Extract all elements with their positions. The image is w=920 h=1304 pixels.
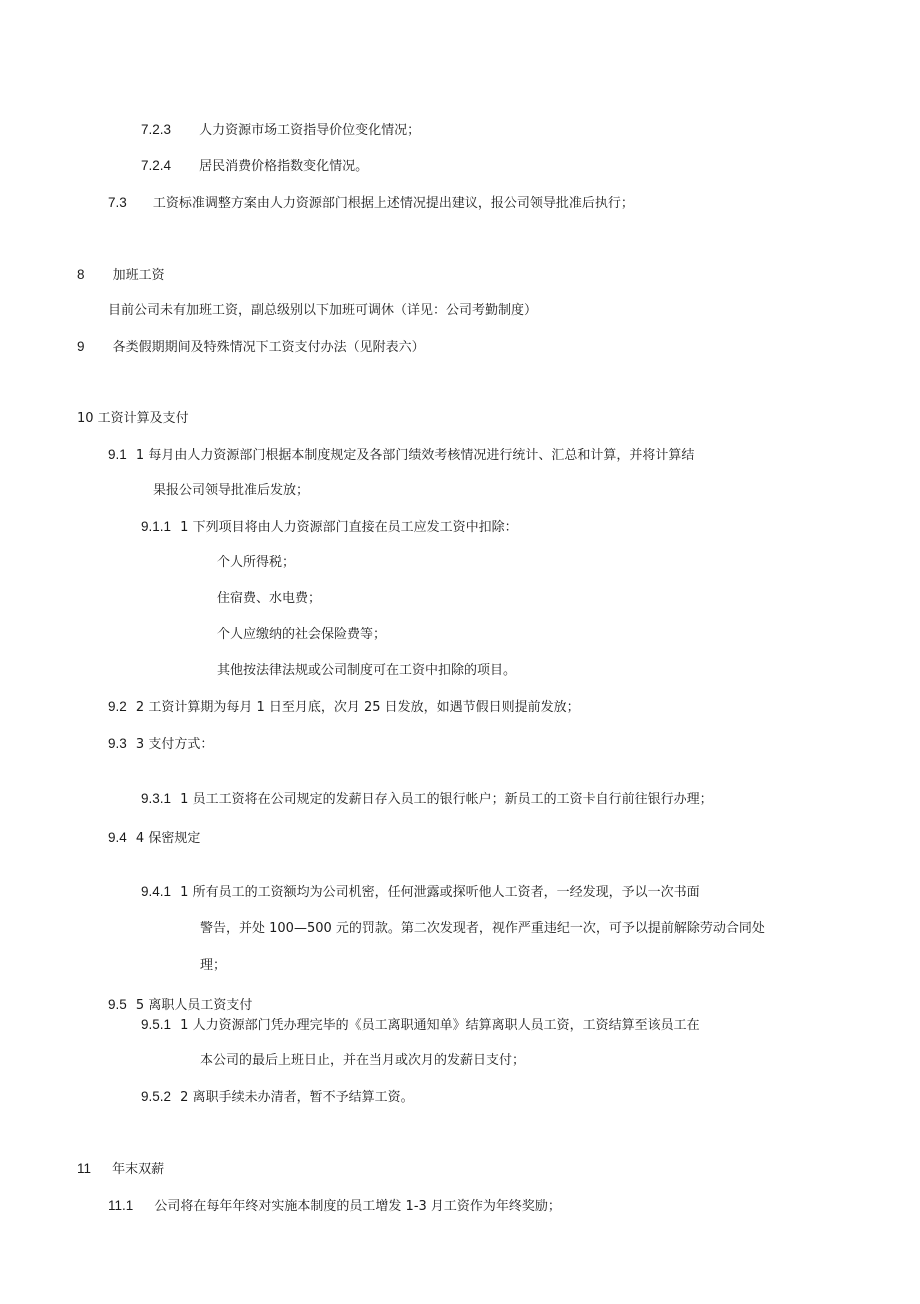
item-text: 个人所得税；: [217, 555, 296, 570]
item-text: 个人应缴纳的社会保险费等；: [217, 627, 387, 642]
list-item: [217, 590, 321, 608]
paragraph-text: 目前公司未有加班工资，副总级别以下加班可调休（详见：公司考勤制度）: [108, 303, 538, 318]
section-title: 加班工资: [112, 268, 165, 283]
list-item: [141, 1016, 700, 1034]
list-item: [141, 1088, 414, 1106]
list-item: [108, 698, 580, 716]
list-item-continuation: [153, 482, 309, 500]
item-number: 9.5.2: [141, 1089, 172, 1104]
list-item: [141, 790, 713, 808]
section-number: 9: [77, 339, 85, 354]
item-number: 9.1.1: [141, 519, 172, 534]
list-item: [141, 518, 518, 536]
section-title: 10 工资计算及支付: [77, 411, 189, 426]
list-item: [108, 735, 213, 753]
item-text: 居民消费价格指数变化情况。: [199, 159, 369, 174]
item-text: 4 保密规定: [135, 831, 201, 846]
item-text: 1 每月由人力资源部门根据本制度规定及各部门绩效考核情况进行统计、汇总和计算，并将计算结: [135, 448, 695, 463]
section-number: 11: [77, 1161, 92, 1176]
item-number: 9.5.1: [141, 1017, 172, 1032]
list-item: [217, 662, 516, 680]
item-number: 9.3.1: [141, 791, 172, 806]
item-text: 3 支付方式：: [135, 737, 214, 752]
section-heading: [77, 410, 189, 428]
list-item: [141, 157, 368, 175]
list-item: [141, 883, 700, 901]
list-item: [141, 121, 420, 139]
section-title: 各类假期期间及特殊情况下工资支付办法（见附表六）: [112, 340, 425, 355]
item-text: 警告，并处 100—500 元的罚款。第二次发现者，视作严重违纪一次，可予以提前解除劳动合同处: [200, 921, 765, 936]
item-text: 1 下列项目将由人力资源部门直接在员工应发工资中扣除：: [180, 520, 518, 535]
list-item: [108, 829, 200, 847]
list-item-continuation: [200, 920, 765, 938]
item-number: 9.3: [108, 736, 127, 751]
item-number: 9.4: [108, 830, 127, 845]
item-text: 工资标准调整方案由人力资源部门根据上述情况提出建议，报公司领导批准后执行；: [152, 196, 634, 211]
item-number: 11.1: [108, 1198, 134, 1213]
item-number: 7.2.3: [141, 122, 172, 137]
section-heading: [77, 1160, 164, 1178]
list-item: [108, 996, 252, 1014]
paragraph: [108, 302, 537, 320]
item-text: 1 所有员工的工资额均为公司机密，任何泄露或探听他人工资者，一经发现，予以一次书面: [180, 885, 700, 900]
item-number: 7.2.4: [141, 158, 172, 173]
item-number: 7.3: [108, 195, 127, 210]
list-item: [108, 446, 694, 464]
section-heading: [77, 266, 165, 284]
item-number: 9.1: [108, 447, 127, 462]
item-text: 1 员工工资将在公司规定的发薪日存入员工的银行帐户；新员工的工资卡自行前往银行办理；: [180, 792, 713, 807]
item-text: 理；: [200, 958, 227, 973]
section-title: 年末双薪: [112, 1162, 165, 1177]
item-text: 果报公司领导批准后发放；: [153, 483, 310, 498]
item-text: 本公司的最后上班日止，并在当月或次月的发薪日支付；: [200, 1053, 526, 1068]
item-text: 住宿费、水电费；: [217, 591, 322, 606]
item-number: 9.5: [108, 997, 127, 1012]
list-item: [217, 626, 386, 644]
item-text: 1 人力资源部门凭办理完毕的《员工离职通知单》结算离职人员工资，工资结算至该员工在: [180, 1018, 700, 1033]
list-item-continuation: [200, 957, 226, 975]
item-text: 公司将在每年年终对实施本制度的员工增发 1-3 月工资作为年终奖励；: [154, 1199, 561, 1214]
item-text: 人力资源市场工资指导价位变化情况；: [199, 123, 421, 138]
list-item-continuation: [200, 1052, 525, 1070]
item-text: 5 离职人员工资支付: [135, 998, 253, 1013]
section-heading: [77, 338, 425, 356]
list-item: [108, 1197, 561, 1215]
item-number: 9.2: [108, 699, 127, 714]
list-item: [217, 554, 295, 572]
item-text: 其他按法律法规或公司制度可在工资中扣除的项目。: [217, 663, 517, 678]
item-text: 2 工资计算期为每月 1 日至月底，次月 25 日发放，如遇节假日则提前发放；: [135, 700, 580, 715]
item-text: 2 离职手续未办清者，暂不予结算工资。: [180, 1090, 414, 1105]
section-number: 8: [77, 267, 85, 282]
list-item: [108, 194, 634, 212]
item-number: 9.4.1: [141, 884, 172, 899]
